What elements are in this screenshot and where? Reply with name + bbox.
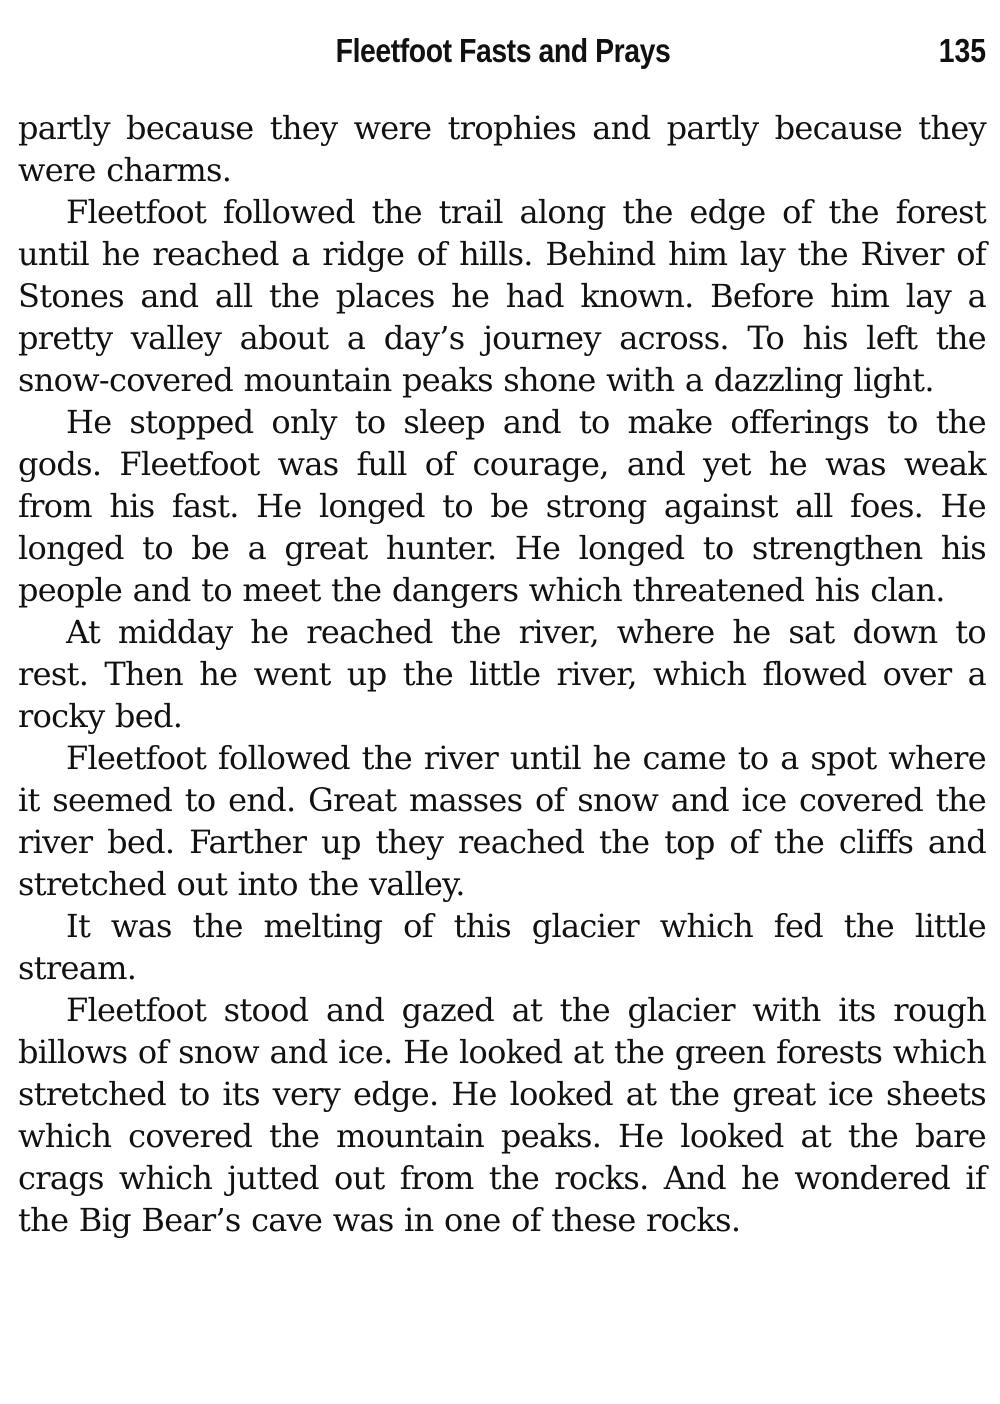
chapter-title: Fleetfoot Fasts and Prays [335,32,671,69]
paragraph-gazed: Fleetfoot stood and gazed at the glacier with its rough billows of snow and ice. He looked at the green forests which stretched to its very edge. He looked at the great ice sheets which covered the mountain peaks. He looked at the bare crags which jutted out from the rocks. And he wondered if the Big Bear’s cave was in one of these rocks. [18,991,986,1239]
paragraph-offerings: He stopped only to sleep and to make offerings to the gods. Fleetfoot was full of courage, and yet he was weak from his fast. He longed to be strong against all foes. He longed to be a great hunter. He longed to strengthen his people and to meet the dangers which threatened his clan. [18,403,986,609]
page-number: 135 [938,32,986,69]
paragraph-continued: partly because they were trophies and partly because they were charms. [18,109,986,189]
paragraph-glacier: It was the melting of this glacier which fed the little stream. [18,907,986,987]
running-head [18,32,988,82]
body-text [18,107,986,1241]
paragraph-trail: Fleetfoot followed the trail along the edge of the forest until he reached a ridge of hills. Behind him lay the River of Stones and all the places he had known. Before him lay a pretty valley about a day’s journey across. To his left the snow-covered mountain peaks shone with a dazzling light. [18,193,986,399]
paragraph-river-end: Fleetfoot followed the river until he came to a spot where it seemed to end. Great masses of snow and ice covered the river bed. Farther up they reached the top of the cliffs and stretched out into the valley. [18,739,986,903]
paragraph-midday: At midday he reached the river, where he sat down to rest. Then he went up the little river, which flowed over a rocky bed. [18,613,986,735]
